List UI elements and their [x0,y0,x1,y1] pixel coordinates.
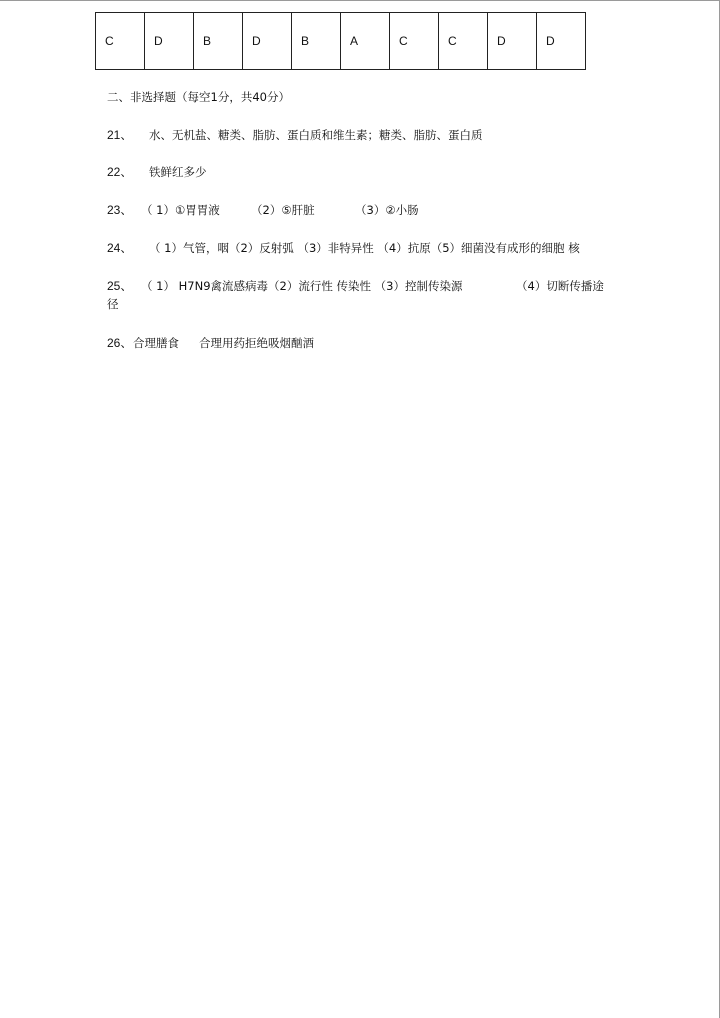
answer-cell-11: C [96,13,145,70]
answer-cell-20: D [537,13,586,70]
page-border-top [0,0,720,1]
answer-cell-15: B [292,13,341,70]
answer-part-1: （ 1）①胃胃液 [141,203,220,217]
answer-25 [107,279,604,293]
table-row [96,13,586,70]
answer-24 [107,241,580,255]
answer-cell-16: A [341,13,390,70]
question-number: 24、 [107,241,133,255]
answer-part-2: 合理用药拒绝吸烟酗酒 [199,336,314,350]
answer-part-2: （4）切断传播途 [516,279,604,293]
answer-cell-14: D [243,13,292,70]
question-number: 25、 [107,279,133,293]
question-number: 22、 [107,165,133,179]
answer-23 [107,203,419,217]
answer-text: （ 1）气管，咽（2）反射弧 （3）非特异性 （4）抗原（5）细菌没有成形的细胞 核 [149,241,580,255]
answer-part-1: 合理膳食 [133,336,179,350]
answer-cell-18: C [439,13,488,70]
answer-25-continuation: 径 [107,297,119,311]
answer-cell-19: D [488,13,537,70]
answer-text: 水、无机盐、糖类、脂肪、蛋白质和维生素；糖类、脂肪、蛋白质 [149,128,483,142]
answer-part-1: （ 1） H7N9禽流感病毒（2）流行性 传染性 （3）控制传染源 [141,279,463,293]
answer-part-2: （2）⑤肝脏 [251,203,315,217]
answer-text: 铁鲜红多少 [149,165,207,179]
answer-21 [107,128,483,142]
question-number: 26、 [107,336,133,350]
answer-cell-13: B [194,13,243,70]
question-number: 23、 [107,203,133,217]
answer-table [95,12,586,70]
question-number: 21、 [107,128,133,142]
answer-part-3: （3）②小肠 [355,203,419,217]
answer-22 [107,165,207,179]
section-title: 二、非选择题（每空1分，共40分） [107,90,290,104]
answer-26 [107,336,314,350]
answer-cell-17: C [390,13,439,70]
answer-cell-12: D [145,13,194,70]
